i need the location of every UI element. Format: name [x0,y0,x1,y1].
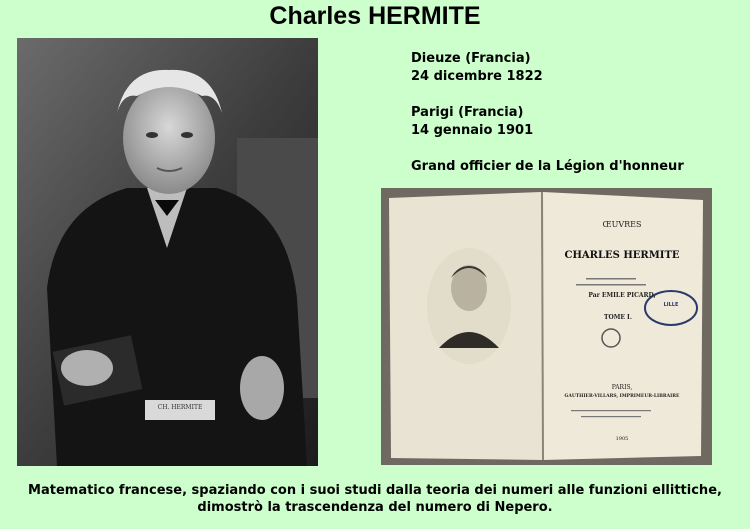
death-place: Parigi (Francia) [411,105,524,120]
caption-line-1: Matematico francese, spaziando con i suoi studi dalla teoria dei numeri alle funzioni ellittiche, [28,483,722,498]
book-name: CHARLES HERMITE [564,250,680,261]
portrait-photo [17,38,318,466]
portrait-caption: CH. HERMITE [157,404,203,411]
book-publisher: GAUTHIER-VILLARS, IMPRIMEUR-LIBRAIRE [564,394,680,399]
book-author: Par EMILE PICARD, [588,292,656,299]
birth-info [411,50,543,86]
page-title: Charles HERMITE [269,2,481,30]
book-photo [381,188,712,465]
book-heading: ŒUVRES [602,220,642,229]
description-caption [0,482,750,516]
caption-line-2: dimostrò la trascendenza del numero di Nepero. [197,500,553,515]
book-year: 1905 [615,436,629,442]
birth-date: 24 dicembre 1822 [411,69,543,84]
book-tome: TOME I. [604,314,632,321]
death-date: 14 gennaio 1901 [411,123,534,138]
birth-place: Dieuze (Francia) [411,51,531,66]
library-stamp: LILLE [663,302,679,308]
death-info [411,104,533,140]
honor-text: Grand officier de la Légion d'honneur [411,159,684,174]
book-city: PARIS, [611,384,633,391]
